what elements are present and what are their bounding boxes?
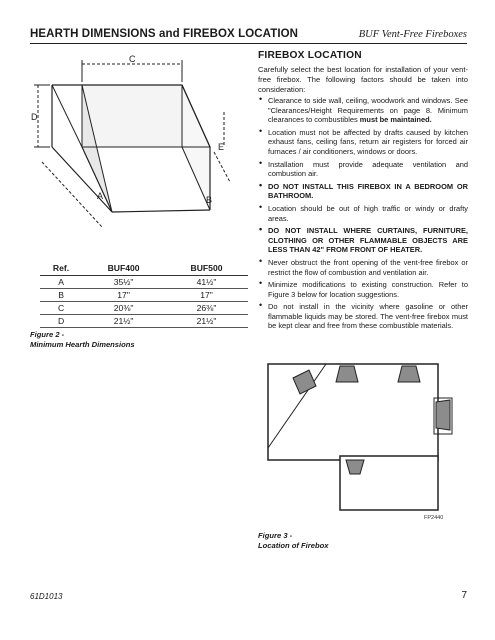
figure-code: FP2440 <box>424 515 444 521</box>
doc-number: 61D1013 <box>30 592 63 601</box>
firebox-back-wall-2 <box>398 366 420 382</box>
table-cell: B <box>40 289 82 302</box>
page-header-title: HEARTH DIMENSIONS and FIREBOX LOCATION <box>30 28 299 40</box>
list-item-text: Clearance to side wall, ceiling, woodwork and windows. See "Clearances/Height Requirements on page 8. Minimum clearances to combustibles <box>268 96 468 125</box>
table-row <box>40 315 248 328</box>
table-row <box>40 276 248 289</box>
location-factors-list <box>258 96 468 334</box>
dim-label-d: D <box>31 112 38 122</box>
dim-label-b: B <box>206 195 213 205</box>
table-row <box>40 302 248 315</box>
list-item: • Do not install in the vicinity where gasoline or other flammable liquids may be stored. The vent-free firebox must be kept clear and free from these combustible materials. <box>258 302 468 331</box>
table-cell: 35½" <box>82 276 165 289</box>
list-item-emphasis: must be maintained. <box>359 115 432 125</box>
dim-label-c: C <box>129 54 136 64</box>
table-header: Ref. <box>40 262 82 276</box>
table-header-row <box>40 262 248 276</box>
table-cell: 21½" <box>165 315 248 328</box>
table-cell: 17" <box>165 289 248 302</box>
figure-2-number: Figure 2 - <box>30 330 65 339</box>
table-cell: 20⅜" <box>82 302 165 315</box>
page-number: 7 <box>461 590 467 601</box>
table-cell: 21½" <box>82 315 165 328</box>
table-cell: D <box>40 315 82 328</box>
table-cell: 26⅜" <box>165 302 248 315</box>
list-item: • DO NOT INSTALL THIS FIREBOX IN A BEDROOM OR BATHROOM. <box>258 182 468 201</box>
dim-b-line <box>214 152 230 182</box>
firebox-location-diagram <box>254 360 469 525</box>
list-item: • Never obstruct the front opening of the vent-free firebox or restrict the flow of combustion and ventilation air. <box>258 258 468 277</box>
dim-label-a: A <box>97 191 104 201</box>
figure-2-caption <box>30 330 135 350</box>
box-front-bottom <box>112 210 210 212</box>
hearth-dimensions-diagram <box>30 52 250 257</box>
list-item: • Location should be out of high traffic or windy or drafty areas. <box>258 204 468 223</box>
figure-3-caption <box>258 531 328 551</box>
section-title: FIREBOX LOCATION <box>258 50 362 61</box>
hearth-dimensions-table <box>40 262 248 328</box>
firebox-side-wall <box>436 400 450 430</box>
figure-3-title: Location of Firebox <box>258 541 329 550</box>
page-header-product: BUF Vent-Free Fireboxes <box>358 29 467 40</box>
table-header: BUF500 <box>165 262 248 276</box>
table-row <box>40 289 248 302</box>
table-cell: 41½" <box>165 276 248 289</box>
list-item <box>258 96 468 125</box>
firebox-back-wall-1 <box>336 366 358 382</box>
table-cell: 17" <box>82 289 165 302</box>
header-divider <box>30 43 467 44</box>
table-cell: C <box>40 302 82 315</box>
firebox-inner-diag <box>52 85 82 147</box>
section-intro: Carefully select the best location for installation of your vent-free firebox. The following factors should be taken into consideration: <box>258 65 468 94</box>
list-item: • DO NOT INSTALL WHERE CURTAINS, FURNITURE, CLOTHING OR OTHER FLAMMABLE OBJECTS ARE LESS THAN 42" FROM FRONT OF HEATER. <box>258 226 468 255</box>
list-item: • Location must not be affected by drafts caused by kitchen exhaust fans, ceiling fans, return air registers for forced air furnaces / air conditioners, windows or doors. <box>258 128 468 157</box>
figure-2-title: Minimum Hearth Dimensions <box>30 340 135 349</box>
table-header: BUF400 <box>82 262 165 276</box>
dim-label-e: E <box>218 142 225 152</box>
list-item: • Installation must provide adequate ventilation and combustion air. <box>258 160 468 179</box>
figure-3-number: Figure 3 - <box>258 531 293 540</box>
list-item: • Minimize modifications to existing construction. Refer to Figure 3 below for location suggestions. <box>258 280 468 299</box>
table-cell: A <box>40 276 82 289</box>
